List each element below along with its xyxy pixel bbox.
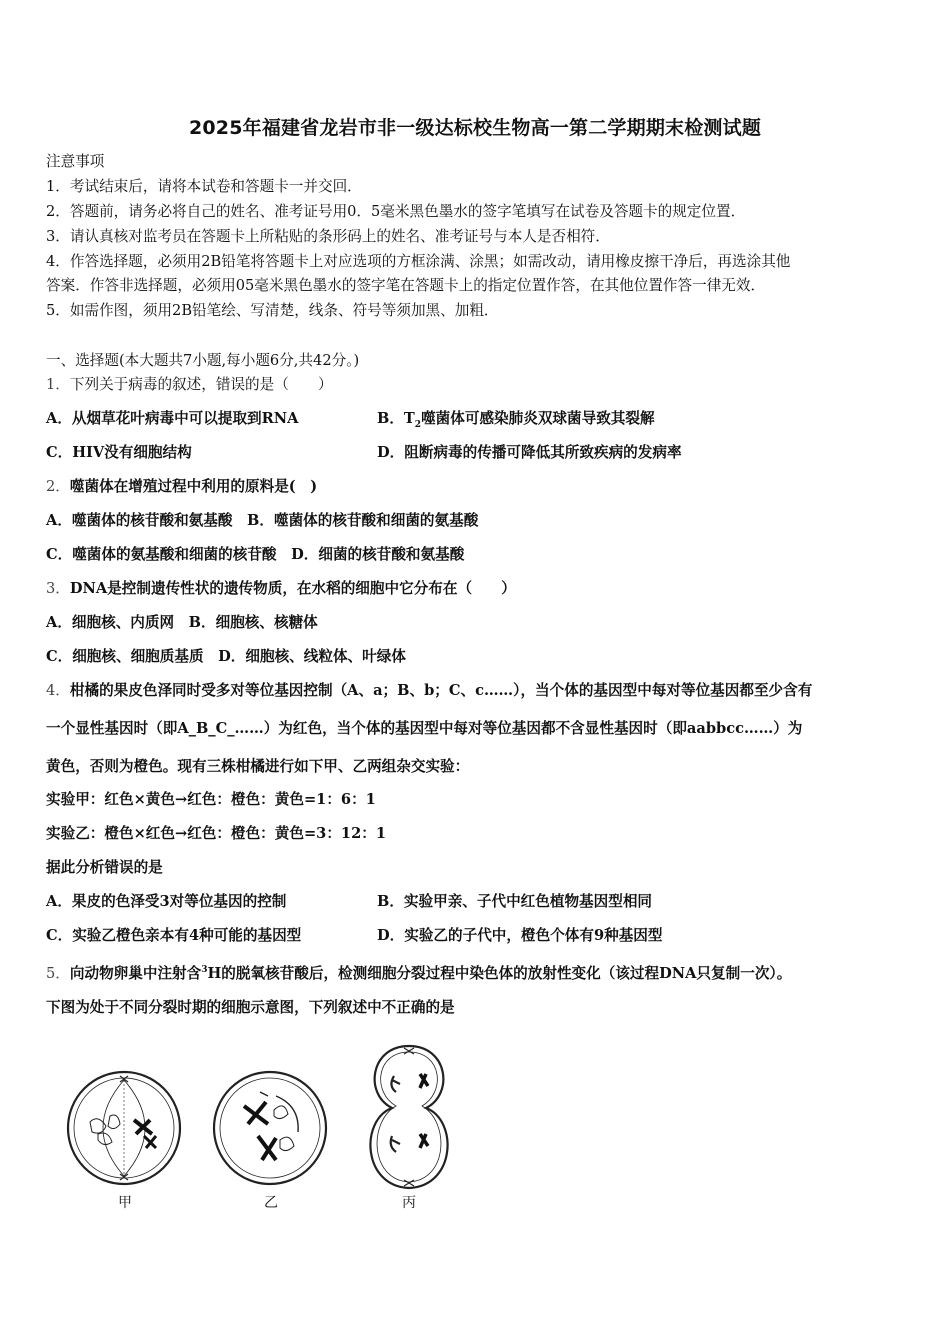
q1-number: 1． bbox=[46, 376, 70, 393]
q1-text: 下列关于病毒的叙述，错误的是（ ） bbox=[69, 376, 333, 393]
q3-options-cd: C．细胞核、细胞质基质 D．细胞核、线粒体、叶绿体 bbox=[46, 648, 406, 665]
q4-option-b: B．实验甲亲、子代中红色植物基因型相同 bbox=[377, 893, 653, 910]
cell-jia bbox=[68, 1072, 180, 1184]
caption-jia: 甲 bbox=[118, 1195, 132, 1211]
section-heading: 一、选择题(本大题共7小题,每小题6分,共42分。) bbox=[46, 352, 360, 369]
q2-options-cd: C．噬菌体的氨基酸和细菌的核苷酸 D．细菌的核苷酸和氨基酸 bbox=[46, 546, 465, 563]
q5-stem-1 bbox=[46, 960, 791, 984]
cell-bing bbox=[370, 1046, 447, 1188]
q3-stem bbox=[46, 579, 516, 599]
q4-stem-3: 黄色，否则为橙色。现有三株柑橘进行如下甲、乙两组杂交实验： bbox=[46, 758, 470, 775]
q5-number: 5． bbox=[46, 964, 70, 982]
q5-text-post: H的脱氧核苷酸后，检测细胞分裂过程中染色体的放射性变化（该过程DNA只复制一次）。 bbox=[207, 964, 792, 982]
notice-item-4: 4．作答选择题，必须用2B铅笔将答题卡上对应选项的方框涂满、涂黑；如需改动，请用橡皮擦干净后，再选涂其他 bbox=[46, 253, 791, 270]
q4-experiment-2: 实验乙：橙色×红色→红色：橙色：黄色=3：12：1 bbox=[46, 825, 386, 842]
q4-stem-1 bbox=[46, 681, 812, 701]
q2-text: 噬菌体在增殖过程中利用的原料是( ) bbox=[69, 478, 318, 495]
notice-item-2: 2．答题前，请务必将自己的姓名、准考证号用0．5毫米黑色墨水的签字笔填写在试卷及答题卡的规定位置． bbox=[46, 203, 746, 220]
q5-text-pre: 向动物卵巢中注射含 bbox=[69, 964, 202, 982]
q1-option-c: C．HIV没有细胞结构 bbox=[46, 444, 192, 461]
q1-option-a: A．从烟草花叶病毒中可以提取到RNA bbox=[46, 410, 299, 427]
q4-stem-2: 一个显性基因时（即A_B_C_……）为红色，当个体的基因型中每对等位基因都不含显性基因时（即aabbcc……）为 bbox=[46, 720, 803, 737]
q4-option-a: A．果皮的色泽受3对等位基因的控制 bbox=[46, 893, 287, 910]
notice-item-1: 1．考试结束后，请将本试卷和答题卡一并交回． bbox=[46, 178, 362, 195]
q2-stem bbox=[46, 477, 317, 497]
q1-option-b bbox=[377, 409, 655, 435]
q2-options-ab: A．噬菌体的核苷酸和氨基酸 B．噬菌体的核苷酸和细菌的氨基酸 bbox=[46, 512, 479, 529]
q4-ask: 据此分析错误的是 bbox=[46, 859, 163, 876]
notice-heading: 注意事项 bbox=[46, 153, 105, 170]
cell-division-svg bbox=[62, 1036, 482, 1216]
notice-item-5: 5．如需作图，须用2B铅笔绘、写清楚，线条、符号等须加黑、加粗． bbox=[46, 302, 499, 319]
q1-option-b-sub: 2 bbox=[414, 419, 422, 430]
q3-number: 3． bbox=[46, 580, 70, 597]
notice-item-4-cont: 答案．作答非选择题，必须用05毫米黑色墨水的签字笔在答题卡上的指定位置作答，在其他位置作答一律无效． bbox=[46, 277, 766, 294]
cell-yi bbox=[214, 1072, 326, 1184]
q4-text-1: 柑橘的果皮色泽同时受多对等位基因控制（A、a；B、b；C、c……），当个体的基因型中每对等位基因都至少含有 bbox=[69, 682, 813, 699]
notice-item-3: 3．请认真核对监考员在答题卡上所粘贴的条形码上的姓名、准考证号与本人是否相符． bbox=[46, 228, 610, 245]
q1-option-b-post: 噬菌体可感染肺炎双球菌导致其裂解 bbox=[421, 410, 655, 427]
q2-number: 2． bbox=[46, 478, 70, 495]
q4-number: 4． bbox=[46, 682, 70, 699]
q1-option-b-pre: B．T bbox=[377, 410, 415, 427]
q1-option-d: D．阻断病毒的传播可降低其所致疾病的发病率 bbox=[377, 444, 682, 461]
q4-experiment-1: 实验甲：红色×黄色→红色：橙色：黄色=1：6：1 bbox=[46, 791, 376, 808]
cell-division-figure bbox=[62, 1036, 482, 1216]
caption-yi: 乙 bbox=[264, 1195, 278, 1211]
q4-option-c: C．实验乙橙色亲本有4种可能的基因型 bbox=[46, 927, 302, 944]
q5-text-sup: 3 bbox=[201, 965, 208, 975]
q1-stem bbox=[46, 375, 333, 395]
q3-text: DNA是控制遗传性状的遗传物质，在水稻的细胞中它分布在（ ） bbox=[69, 580, 516, 597]
q5-stem-2: 下图为处于不同分裂时期的细胞示意图，下列叙述中不正确的是 bbox=[46, 999, 455, 1016]
q4-option-d: D．实验乙的子代中，橙色个体有9种基因型 bbox=[377, 927, 663, 944]
caption-bing: 丙 bbox=[402, 1195, 416, 1211]
page-title: 2025年福建省龙岩市非一级达标校生物高一第二学期期末检测试题 bbox=[188, 117, 762, 139]
q3-options-ab: A．细胞核、内质网 B．细胞核、核糖体 bbox=[46, 614, 318, 631]
